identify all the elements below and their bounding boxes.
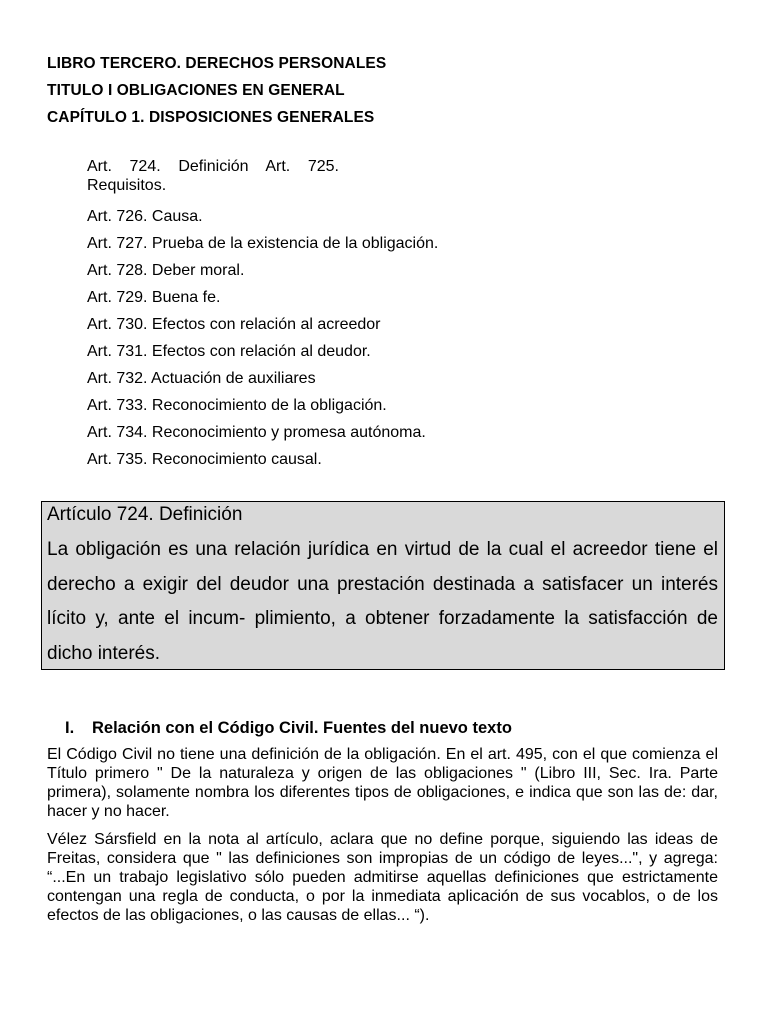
article-list-item: Art. 732. Actuación de auxiliares <box>87 370 316 387</box>
book-heading: LIBRO TERCERO. DERECHOS PERSONALES <box>47 55 387 72</box>
section-number: I. <box>65 719 75 737</box>
title-heading: TITULO I OBLIGACIONES EN GENERAL <box>47 82 345 99</box>
document-headings <box>47 50 386 131</box>
paragraph: Vélez Sársfield en la nota al artículo, aclara que no define porque, siguiendo las ideas de Freitas, considera que " las definiciones son impropias de un código de leyes...", y agrega: “...En un trabajo legislativo sólo pueden admitirse aquellas definiciones que estrictamente contengan una regla de conducta, o por la inmediata aplicación de sus vocablos, o de los efectos de las obligaciones, o las causas de ellas... “). <box>47 831 718 924</box>
section-heading <box>65 717 512 739</box>
article-list <box>87 157 438 473</box>
section-title: Relación con el Código Civil. Fuentes del nuevo texto <box>92 719 512 737</box>
article-title: Artículo 724. Definición <box>47 504 243 525</box>
article-list-item: Art. 731. Efectos con relación al deudor. <box>87 343 371 360</box>
article-definition-box <box>41 501 725 670</box>
article-list-item: Art. 735. Reconocimiento causal. <box>87 451 322 468</box>
article-list-item: Art. 734. Reconocimiento y promesa autónoma. <box>87 424 426 441</box>
article-list-item: Art. 727. Prueba de la existencia de la obligación. <box>87 235 439 252</box>
article-list-item: Art. 728. Deber moral. <box>87 262 245 279</box>
article-list-item: Art. 726. Causa. <box>87 208 203 225</box>
article-list-item: Art. 729. Buena fe. <box>87 289 221 306</box>
paragraph: El Código Civil no tiene una definición de la obligación. En el art. 495, con el que comienza el Título primero " De la naturaleza y origen de las obligaciones " (Libro III, Sec. Ira. Parte primera), solamente nombra los diferentes tipos de obligaciones, e indica que son las de: dar, hacer y no hacer. <box>47 746 718 820</box>
article-list-item: Art. 733. Reconocimiento de la obligación. <box>87 397 387 414</box>
article-list-item: Art. 730. Efectos con relación al acreedor <box>87 316 381 333</box>
article-list-item: Art. 724. Definición Art. 725. Requisitos. <box>87 158 339 194</box>
article-body: La obligación es una relación jurídica en virtud de la cual el acreedor tiene el derecho a exigir del deudor una prestación destinada a satisfacer un interés lícito y, ante el incum- plimiento, a obtener forzadamente la satisfacción de dicho interés. <box>47 539 718 664</box>
chapter-heading: CAPÍTULO 1. DISPOSICIONES GENERALES <box>47 109 375 126</box>
